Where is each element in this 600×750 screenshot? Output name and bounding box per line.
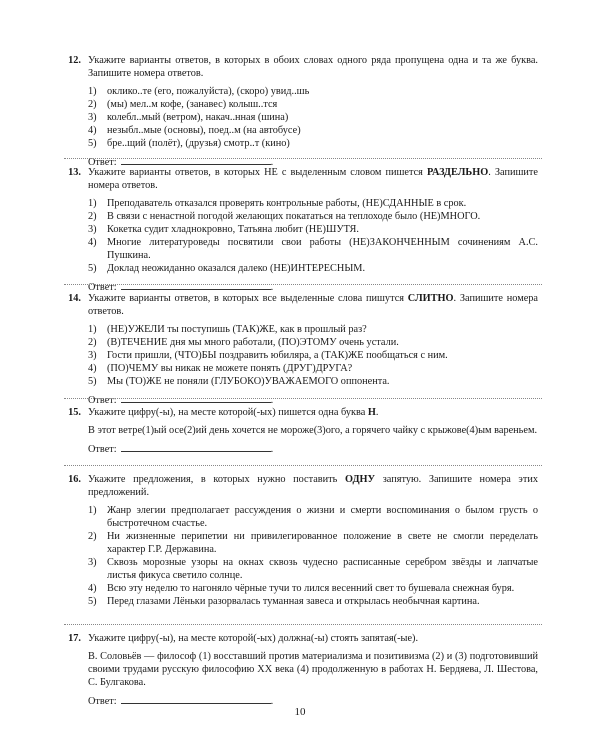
divider xyxy=(64,398,542,399)
task-number: 12. xyxy=(68,55,81,66)
task-number: 15. xyxy=(68,407,81,418)
task-13 xyxy=(68,166,538,294)
option-item: 5) Доклад неожиданно оказался далеко (НЕ)ИНТЕРЕСНЫМ. xyxy=(88,263,366,274)
answer-line[interactable] xyxy=(121,441,271,452)
option-item: 1) (НЕ)УЖЕЛИ ты поступишь (ТАК)ЖЕ, как в прошлый раз? xyxy=(88,324,367,335)
option-item: 3) колебл..мый (ветром), накач..нная (шина) xyxy=(88,112,289,123)
answer-row: Ответ: . xyxy=(88,441,538,456)
option-item: 2) (мы) мел..м кофе, (занавес) колыш..тся xyxy=(88,99,278,110)
task-question: Укажите варианты ответов, в которых НЕ с выделенным словом пишется РАЗДЕЛЬНО. Запишите номера ответов. xyxy=(88,167,538,191)
answer-row: Ответ: . xyxy=(88,279,538,294)
option-item: 4) (ПО)ЧЕМУ вы никак не можете понять (ДРУГ)ДРУГА? xyxy=(88,363,353,374)
task-number: 13. xyxy=(68,167,81,178)
answer-row: Ответ: . xyxy=(88,693,538,708)
option-item: 4) незыбл..мые (основы), поед..м (на автобусе) xyxy=(88,125,301,136)
option-item: 4) Всю эту неделю то нагоняло чёрные тучи то лился весенний свет то бушевала снежная буря. xyxy=(88,583,515,594)
task-text: В. Соловьёв — философ (1) восставший против материализма и позитивизма (2) и (3) подготовивший своими трудами русскую философию XX века (4) продолженную в работах Н. Бердяева, Л. Шестова, С. Булгакова. xyxy=(88,651,538,688)
task-12 xyxy=(68,54,538,169)
task-number: 16. xyxy=(68,474,81,485)
option-item: 5) бре..щий (полёт), (друзья) смотр..т (кино) xyxy=(88,138,290,149)
divider xyxy=(64,158,542,159)
answer-line[interactable] xyxy=(121,693,271,704)
answer-row: Ответ: . xyxy=(88,392,538,407)
option-item: 3) Гости пришли, (ЧТО)БЫ поздравить юбиляра, а (ТАК)ЖЕ пообщаться с ним. xyxy=(88,350,448,361)
task-question: Укажите цифру(-ы), на месте которой(-ых) должна(-ы) стоять запятая(-ые). xyxy=(88,633,419,644)
option-item: 1) Жанр элегии предполагает рассуждения о жизни и смерти воспоминания о былом грусть о быстротечном счастье. xyxy=(88,505,538,529)
task-question: Укажите предложения, в которых нужно поставить ОДНУ запятую. Запишите номера этих предложений. xyxy=(88,474,538,498)
divider xyxy=(64,624,542,625)
divider xyxy=(64,284,542,285)
task-question: Укажите варианты ответов, в которых все выделенные слова пишутся СЛИТНО. Запишите номера ответов. xyxy=(88,293,538,317)
option-item: 3) Кокетка судит хладнокровно, Татьяна любит (НЕ)ШУТЯ. xyxy=(88,224,359,235)
option-item: 3) Сквозь морозные узоры на окнах сквозь чудесно расписанные серебром звёзды и лапчатые листья фикуса светило солнце. xyxy=(88,557,538,581)
task-number: 17. xyxy=(68,633,81,644)
answer-line[interactable] xyxy=(121,154,271,165)
option-item: 2) (В)ТЕЧЕНИЕ дня мы много работали, (ПО)ЭТОМУ очень устали. xyxy=(88,337,399,348)
divider xyxy=(64,465,542,466)
option-item: 5) Перед глазами Лёньки разорвалась туманная завеса и открылась необычная картина. xyxy=(88,596,480,607)
option-item: 1) оклико..те (его, пожалуйста), (скоро) увид..шь xyxy=(88,86,310,97)
task-question: Укажите цифру(-ы), на месте которой(-ых) пишется одна буква Н. xyxy=(88,407,379,418)
answer-row: Ответ: . xyxy=(88,154,538,169)
option-item: 2) В связи с ненастной погодой желающих покататься на теплоходе было (НЕ)МНОГО. xyxy=(88,211,481,222)
task-question: Укажите варианты ответов, в которых в обоих словах одного ряда пропущена одна и та же буква. Запишите номера ответов. xyxy=(88,55,538,79)
option-item: 1) Преподаватель отказался проверять контрольные работы, (НЕ)СДАННЫЕ в срок. xyxy=(88,198,467,209)
task-15 xyxy=(68,406,538,456)
task-number: 14. xyxy=(68,293,81,304)
task-text: В этот ветре(1)ый осе(2)ий день хочется не мороже(3)ого, а горячего чайку с крыжове(4)ым вареньем. xyxy=(88,425,538,436)
option-item: 2) Ни жизненные перипетии ни привилегированное положение в свете не смогли переделать характер Г.Р. Державина. xyxy=(88,531,538,555)
option-item: 4) Многие литературоведы посвятили свои работы (НЕ)ЗАКОНЧЕННЫМ сочинениям А.С. Пушкина. xyxy=(88,237,538,261)
page-number: 10 xyxy=(294,706,306,718)
task-16 xyxy=(68,473,538,608)
task-14 xyxy=(68,292,538,407)
task-17 xyxy=(68,632,538,708)
option-item: 5) Мы (ТО)ЖЕ не поняли (ГЛУБОКО)УВАЖАЕМОГО оппонента. xyxy=(88,376,390,387)
